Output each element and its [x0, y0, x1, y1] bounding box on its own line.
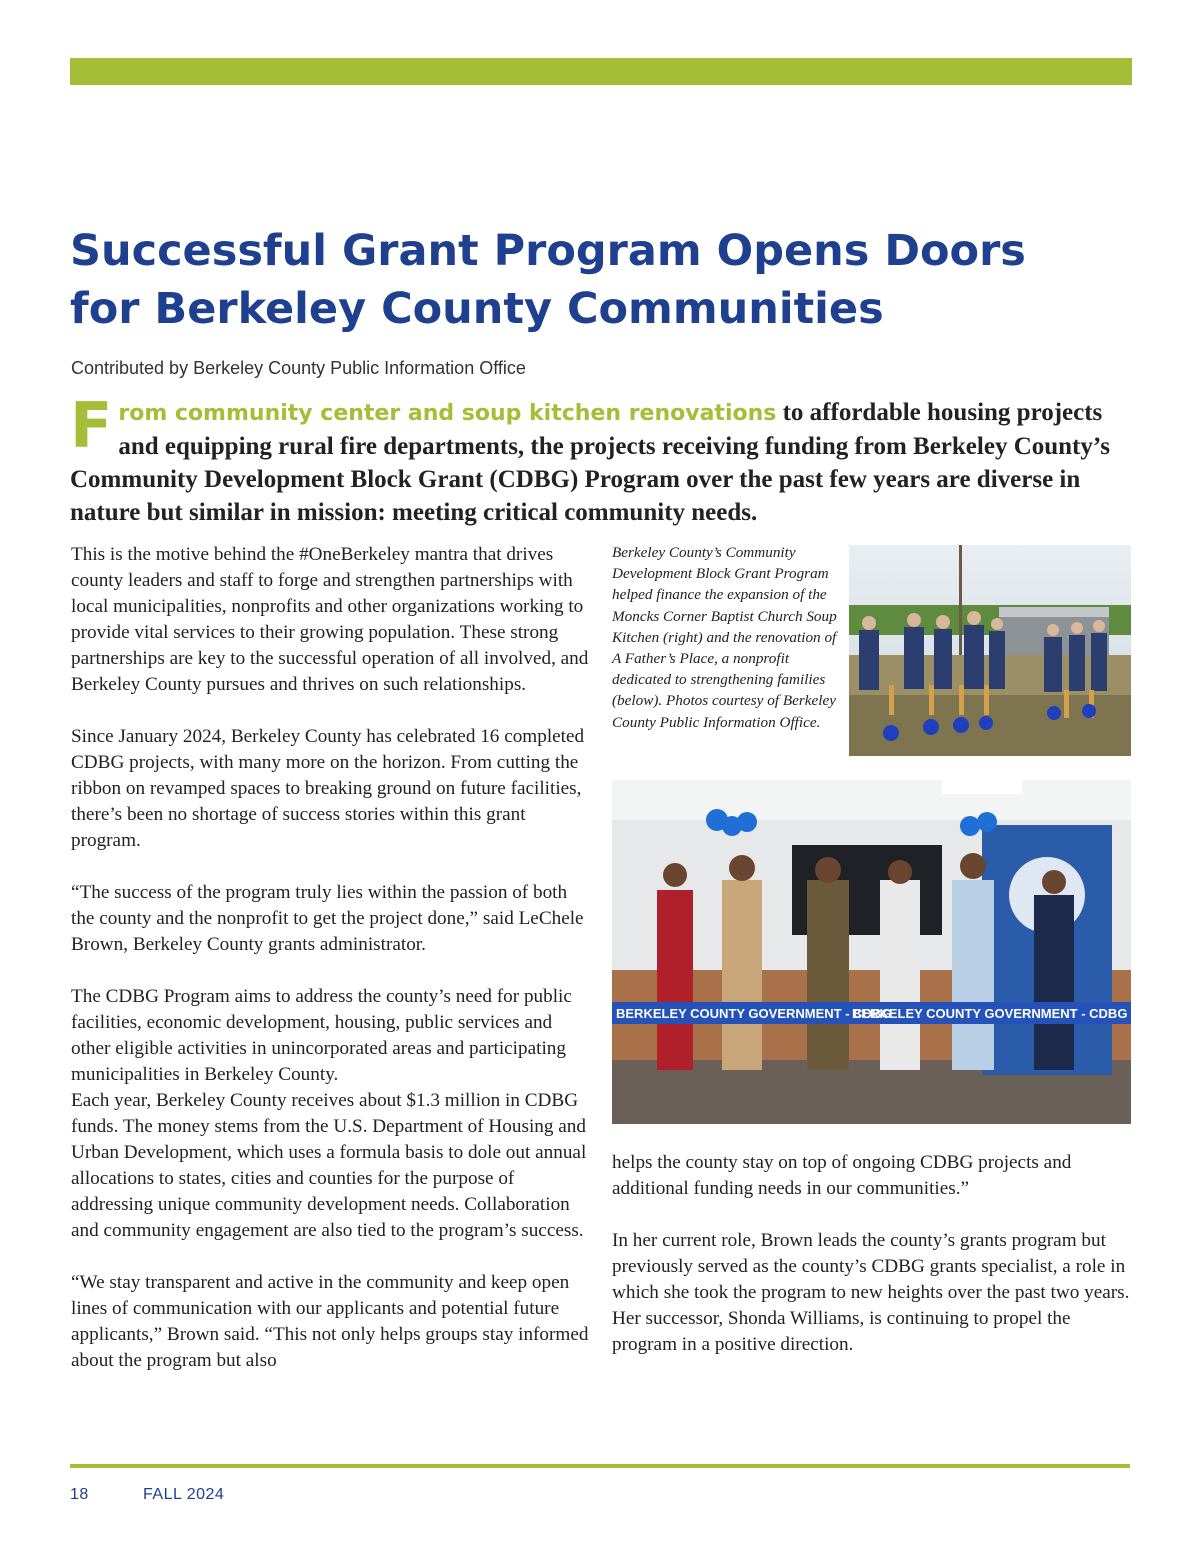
body-paragraph: Since January 2024, Berkeley County has celebrated 16 completed CDBG projects, with many more on the horizon. From cutting the ribbon on revamped spaces to breaking ground on future facilities, there’s been no shortage of success stories within this grant program.	[71, 726, 585, 851]
body-paragraph: “The success of the program truly lies within the passion of both the county and the nonprofit to get the project done,” said LeChele Brown, Berkeley County grants administrator.	[71, 882, 584, 955]
top-accent-bar	[70, 58, 1132, 85]
lede-paragraph	[70, 389, 1132, 529]
footer-rule	[70, 1464, 1130, 1468]
page-footer	[70, 1486, 224, 1504]
ribbon-cutting-photo	[612, 780, 1131, 1124]
lede-highlight: rom community center and soup kitchen renovations	[118, 401, 777, 426]
body-paragraph: helps the county stay on top of ongoing CDBG projects and additional funding needs in our communities.”	[612, 1152, 1072, 1199]
body-paragraph: “We stay transparent and active in the community and keep open lines of communication with our applicants and potential future applicants,” Brown said. “This not only helps groups stay informed about the program but also	[71, 1272, 589, 1371]
body-paragraph: This is the motive behind the #OneBerkeley mantra that drives county leaders and staff to forge and strengthen partnerships with local municipalities, nonprofits and other organizations working to provide vital services to their growing population. These strong partnerships are key to the successful operation of all involved, and Berkeley County pursues and thrives on such relationships.	[71, 544, 589, 695]
ribbon-label: BERKELEY COUNTY GOVERNMENT - CDBG	[616, 1006, 892, 1021]
issue-label: FALL 2024	[143, 1486, 225, 1503]
right-column	[612, 1150, 1132, 1384]
body-paragraph: In her current role, Brown leads the county’s grants program but previously served as the county’s CDBG grants specialist, a role in which she took the program to new heights over the past two years. Her successor, Shonda Williams, is continuing to propel the program in a positive direction.	[612, 1230, 1130, 1355]
body-paragraph: Each year, Berkeley County receives about $1.3 million in CDBG funds. The money stems from the U.S. Department of Housing and Urban Development, which uses a formula basis to dole out annual allocations to states, cities and counties for the purpose of addressing unique community development needs. Collaboration and community engagement are also tied to the program’s success.	[71, 1090, 587, 1241]
lede-text: to affordable housing projects and equipping rural fire departments, the projects receiving funding from Berkeley County’s Community Development Block Grant (CDBG) Program over the past few years are diverse in nature but similar in mission: meeting critical community needs.	[70, 399, 1111, 526]
drop-cap: F	[70, 389, 113, 462]
ribbon-label-repeat: BERKELEY COUNTY GOVERNMENT - CDBG	[852, 1006, 1128, 1021]
groundbreaking-photo	[849, 545, 1131, 756]
photo-caption: Berkeley County’s Community Development Block Grant Program helped finance the expansion of the Moncks Corner Baptist Church Soup Kitchen (right) and the renovation of A Father’s Place, a nonprofit dedicated to strengthening families (below). Photos courtesy of Berkeley County Public Information Office.	[612, 544, 837, 731]
page-number: 18	[70, 1486, 89, 1503]
byline: Contributed by Berkeley County Public Information Office	[71, 358, 526, 378]
title-line-1: Successful Grant Program Opens Doors	[70, 226, 1026, 276]
left-column	[71, 542, 591, 1400]
body-paragraph: The CDBG Program aims to address the county’s need for public facilities, economic development, housing, public services and other eligible activities in unincorporated areas and participating municipalities in Berkeley County.	[71, 986, 572, 1085]
title-line-2: for Berkeley County Communities	[70, 284, 884, 334]
page-title	[70, 222, 1130, 338]
